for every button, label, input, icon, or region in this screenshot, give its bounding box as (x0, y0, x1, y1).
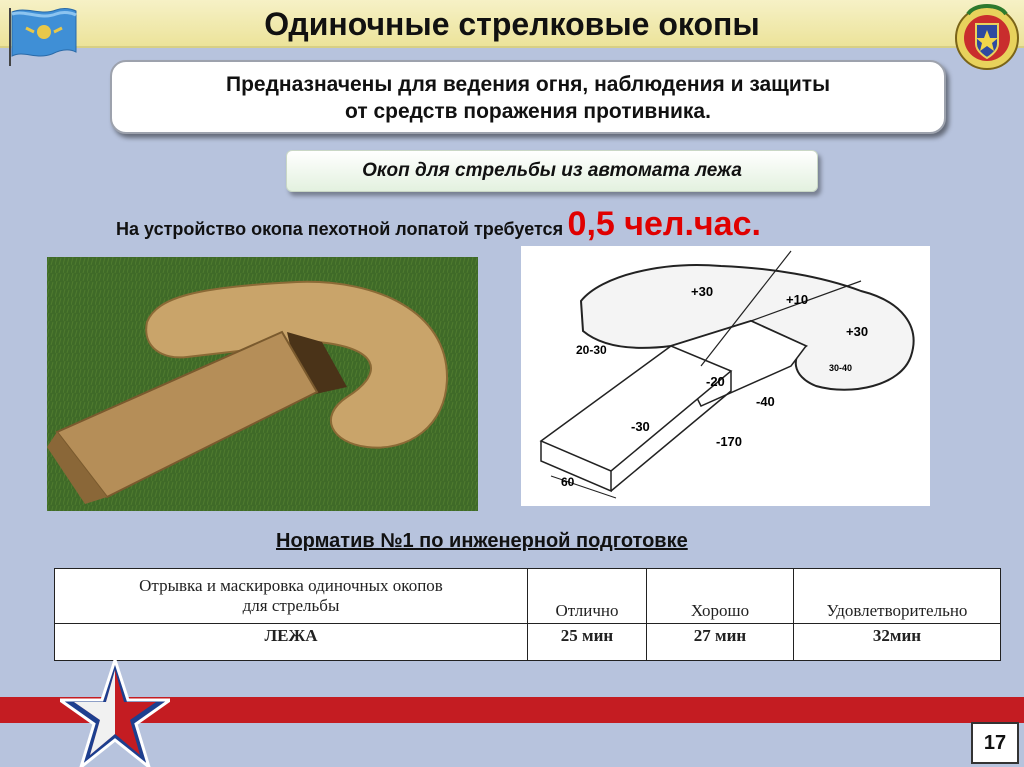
dim-minus40: -40 (756, 394, 775, 409)
dim-60: 60 (561, 475, 575, 489)
flag-icon (6, 2, 80, 68)
dim-30-40: 30-40 (829, 363, 853, 373)
grade-good: Хорошо (647, 569, 794, 624)
army-star-icon (60, 660, 170, 767)
dim-plus30-right: +30 (846, 324, 869, 339)
table-header-row (55, 569, 1001, 624)
page-number: 17 (971, 722, 1019, 764)
purpose-line-2: от средств поражения противника. (345, 100, 711, 123)
task-label-line-1: Отрывка и маскировка одиночных окопов (139, 576, 443, 595)
norm-table (54, 568, 1001, 661)
norm-title: Норматив №1 по инженерной подготовке (276, 530, 688, 552)
labor-text: На устройство окопа пехотной лопатой требуется (116, 219, 564, 239)
trench-3d-image (47, 257, 478, 511)
okop-type-label: Окоп для стрельбы из автомата лежа (286, 150, 818, 192)
position-cell: ЛЕЖА (55, 624, 528, 661)
dim-minus170: -170 (716, 434, 743, 449)
task-label-line-2: для стрельбы (242, 596, 340, 615)
dim-minus20: -20 (706, 374, 725, 389)
slide-title: Одиночные стрелковые окопы (264, 6, 760, 42)
time-good: 27 мин (647, 624, 794, 661)
time-excellent: 25 мин (528, 624, 647, 661)
table-row (55, 624, 1001, 661)
grade-excellent: Отлично (528, 569, 647, 624)
dim-20-30: 20-30 (576, 343, 607, 357)
purpose-box (110, 60, 946, 134)
labor-requirement (116, 205, 761, 245)
task-label-cell (55, 569, 528, 624)
purpose-line-1: Предназначены для ведения огня, наблюдения и защиты (225, 73, 831, 96)
dim-plus30-left: +30 (691, 284, 714, 299)
dim-minus30: -30 (631, 419, 650, 434)
time-satisfactory: 32мин (794, 624, 1001, 661)
emblem-icon (952, 0, 1022, 74)
grade-satisfactory: Удовлетворительно (794, 569, 1001, 624)
trench-dimension-diagram (521, 246, 930, 506)
dim-plus10: +10 (786, 292, 809, 307)
header-bar (0, 0, 1024, 48)
labor-value: 0,5 чел.час. (567, 205, 761, 243)
